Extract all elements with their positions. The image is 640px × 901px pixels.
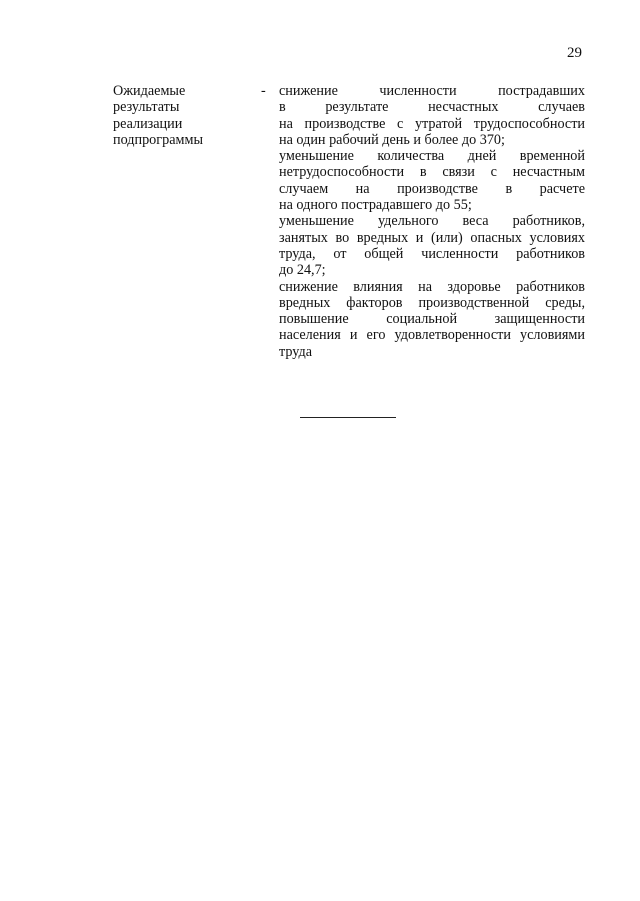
row-label-line: реализации	[113, 115, 183, 132]
content-line: в результате несчастных случаев	[279, 99, 585, 116]
content-line: снижение влияния на здоровье работников	[279, 278, 585, 295]
row-label-line: результаты	[113, 99, 180, 116]
page-number: 29	[567, 45, 582, 61]
content-line: на производстве с утратой трудоспособности	[279, 115, 585, 132]
content-line: снижение численности пострадавших	[279, 83, 585, 99]
content-line: уменьшение количества дней временной	[279, 148, 585, 165]
row-content	[279, 83, 585, 360]
content-line: повышение социальной защищенности	[279, 311, 585, 328]
content-line: на один рабочий день и более до 370;	[279, 131, 505, 148]
content-line: на одного пострадавшего до 55;	[279, 197, 472, 214]
content-line: уменьшение удельного веса работников,	[279, 213, 585, 230]
end-divider-line	[300, 417, 396, 418]
row-label-line: Ожидаемые	[113, 83, 186, 99]
dash-separator: -	[261, 83, 266, 99]
row-label	[113, 83, 233, 148]
content-line: случаем на производстве в расчете	[279, 180, 585, 197]
content-line: до 24,7;	[279, 262, 326, 279]
content-line: занятых во вредных и (или) опасных условиях	[279, 229, 585, 246]
content-line: населения и его удовлетворенности условиями	[279, 327, 585, 344]
content-line: вредных факторов производственной среды,	[279, 294, 585, 311]
row-label-line: подпрограммы	[113, 131, 203, 148]
content-line: труда	[279, 343, 312, 360]
content-line: труда, от общей численности работников	[279, 245, 585, 262]
content-line: нетрудоспособности в связи с несчастным	[279, 164, 585, 181]
